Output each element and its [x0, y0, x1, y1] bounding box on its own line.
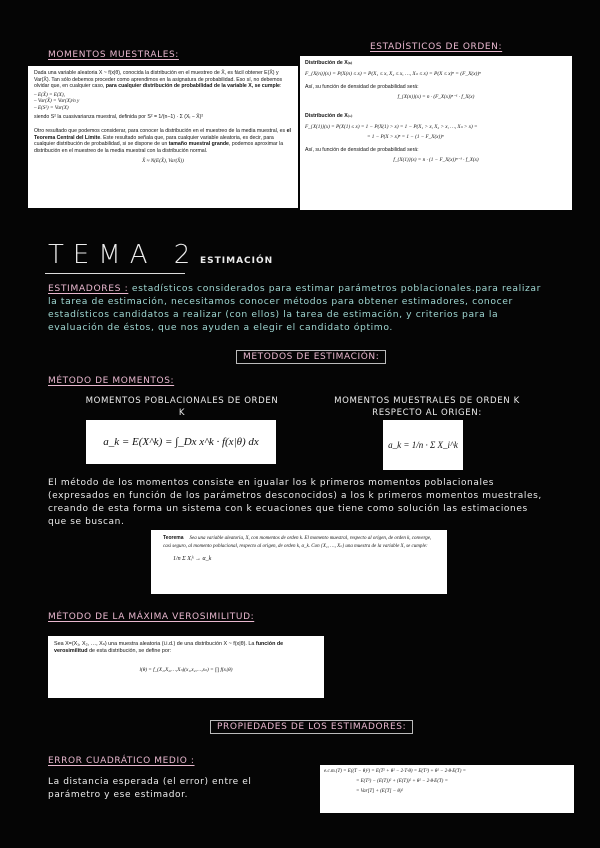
- propiedades-heading: PROPIEDADES DE LOS ESTIMADORES:: [210, 720, 413, 734]
- explain-1: El método de los momentos consiste en igualar los k primeros momentos poblacionales: [48, 478, 494, 488]
- eo-dist-1-formula-a: F_{X(1)}(x) = P(X(1) ≤ x) = 1 − P(X(1) > x) = 1 − P(X₁ > x, X₂ > x, …, Xₙ > x) =: [305, 123, 478, 130]
- verosimilitud-heading: MÉTODO DE LA MÁXIMA VEROSIMILITUD:: [48, 612, 255, 622]
- verosim-text-1: Sea X=(X₁, X₂, …, Xₙ) una muestra aleatoria (i.i.d.) de una distribución X ~ f(x|θ). La: [54, 641, 255, 647]
- explain-4: que se buscan.: [48, 517, 125, 527]
- ecm-heading: ERROR CUADRÁTICO MEDIO :: [48, 756, 195, 766]
- mm-clt-bold2: tamaño muestral grande: [168, 141, 229, 148]
- verosim-bold: función de verosimilitud: [54, 641, 284, 654]
- estimadores-text-1: estadísticos considerados para estimar parámetros poblacionales.para realizar: [131, 283, 542, 294]
- estimadores-paragraph: [48, 282, 578, 334]
- ecm-text-2: parámetro y ese estimador.: [48, 790, 189, 800]
- teorema-card: [151, 530, 447, 594]
- estimadores-text-3: estadísticos candidatos a realizar (con ellos) la tarea de estimación, y criterios para la: [48, 309, 499, 320]
- eo-dist-n-formula: F_{X(n)}(x) = P(X(n) ≤ x) = P(X₁ ≤ x, X₂ ≤ x, …, Xₙ ≤ x) = P(X ≤ x)ⁿ = (F_X(x))ⁿ: [305, 70, 481, 77]
- mm-line-3: – E(S²) = Var(X): [34, 104, 69, 111]
- estimadores-label: ESTIMADORES :: [48, 283, 129, 294]
- mm-intro-bold: para cualquier distribución de probabilidad de la variable X, se cumple: [105, 83, 280, 90]
- mue-title-1: MOMENTOS MUESTRALES DE ORDEN K: [334, 396, 520, 406]
- mm-line-1: – E(X̄) = E(X),: [34, 91, 65, 98]
- ecm-text-1: La distancia esperada (el error) entre el: [48, 777, 252, 787]
- ecm-formula-3: = Var[T] + (E[T] − θ)²: [356, 789, 404, 794]
- estimadores-text-4: evaluación de éstos, que nos ayuden a elegir el candidato óptimo.: [48, 322, 393, 333]
- momentos-muestrales-heading: MOMENTOS MUESTRALES:: [48, 50, 179, 60]
- mm-clt-1: Otro resultado que podemos considerar, para conocer la distribución en el muestreo de la media muestral, es: [34, 128, 286, 135]
- eo-dist-n-title: Distribución de X₍ₙ₎: [305, 60, 353, 66]
- eo-dens-n-formula: f_{X(n)}(x) = n · (F_X(x))ⁿ⁻¹ · f_X(x): [397, 94, 475, 101]
- metodo-momentos-explain: [48, 477, 578, 529]
- mue-formula: a_k = 1/n · Σ X_i^k: [388, 440, 458, 450]
- ecm-formula-1: e.c.m.(T) = E((T − θ)²) = E(T² + θ² − 2·T·θ) = E(T²) + θ² − 2·θ·E(T) =: [324, 769, 466, 774]
- mm-intro: Dada una variable aleatoria X ~ f(x|θ), conocida la distribución en el muestreo de X̄, es fácil obtener E(X̄) y Var(X̄). Tan sólo debemos proceder como aprendimos en la asignatura de probabilidad. Eso sí, no debemos olvidar que, en cualquier caso,: [34, 70, 283, 90]
- momentos-muestrales-card: Dada una variable aleatoria X ~ f(x|θ), conocida la distribución en el muestreo de X̄, es fácil obtener E(X̄) y Var(X̄). Tan sólo debemos proceder como aprendimos en la asignatura de probabilidad. Eso sí, no debemos olvidar que, en cualquier caso, para cualquier distribución de probabilidad de la variable X, se cumple: – E(X̄) = E(X), – Var(X̄) = Var(X)/n y – E(S²) = Var(X) siendo S² la cuasivarianza muestral, definida por S² = 1/(n−1) · Σ (Xᵢ − X̄)² Otro resultado que podemos considerar, para conocer la distribución en el muestreo de la media muestral, es el Teorema Central del Límite. Este resultado señala que, para cualquier variable aleatoria, es decir, para cualquier distribución de probabilidad, si se dispone de un tamaño muestral grande, podemos aproximar la distribución en el muestreo de la media muestral con la distribución normal. X̄ ≈ N(E(X̄), Var(X̄)): [28, 66, 298, 208]
- mm-clt-bold: el Teorema Central del Límite: [34, 128, 291, 141]
- teorema-label: Teorema: [163, 535, 184, 541]
- momentos-muestrales-k-title: [322, 395, 532, 419]
- mm-line-2: – Var(X̄) = Var(X)/n y: [34, 98, 80, 105]
- mue-title-2: RESPECTO AL ORIGEN:: [372, 408, 482, 418]
- pob-formula: a_k = E(X^k) = ∫_Dx x^k · f(x|θ) dx: [103, 436, 259, 448]
- verosimilitud-card: [48, 636, 324, 698]
- teorema-formula: 1/n Σ Xᵢᵏ → α_k: [173, 556, 212, 563]
- momentos-muestrales-formula-box: [383, 420, 463, 470]
- eo-dens-1-formula: f_{X(1)}(x) = n · (1 − F_X(x))ⁿ⁻¹ · f_X(x): [393, 157, 479, 164]
- metodos-estimacion-heading: METODOS DE ESTIMACIÓN:: [236, 350, 386, 364]
- ecm-description: [48, 776, 252, 802]
- teorema-text: Sea una variable aleatoria, X, con momentos de orden k. El momento muestral, respecto al origen, de orden k, converge, casi seguro, al momento poblacional, respecto al origen, de orden k, α_k. Con {X₁, …, Xₙ} una muestra de la variable X, se cumple:: [163, 536, 432, 549]
- estadisticos-orden-heading: ESTADÍSTICOS DE ORDEN:: [370, 42, 503, 52]
- tema-subtitle: ESTIMACIÓN: [200, 256, 274, 266]
- tema-title: TEMA 2: [48, 240, 200, 270]
- explain-3: creando de esta forma un sistema con k ecuaciones que tiene como solución las estimaciones: [48, 504, 528, 514]
- estimadores-text-2: la tarea de estimación, necesitamos conocer métodos para obtener estimadores, conocer: [48, 296, 513, 307]
- mm-line-4: siendo S² la cuasivarianza muestral, definida por S² = 1/(n−1) · Σ (Xᵢ − X̄)²: [34, 113, 204, 120]
- tema-underline: [45, 273, 185, 274]
- eo-dens-text-1: Así, su función de densidad de probabilidad será:: [305, 83, 419, 90]
- eo-dist-1-title: Distribución de X₍₁₎: [305, 113, 353, 120]
- mm-formula: X̄ ≈ N(E(X̄), Var(X̄)): [142, 157, 184, 164]
- mm-clt-2: . Este resultado señala que, para cualquier variable aleatoria, es decir, para cualquier distribución de probabilidad, si se dispone de un: [34, 134, 274, 148]
- ecm-formula-card: [320, 765, 574, 813]
- metodo-momentos-heading: MÉTODO DE MOMENTOS:: [48, 376, 175, 386]
- ecm-formula-2: = E(T²) − (E(T))² + (E(T))² + θ² − 2·θ·E(T) =: [356, 779, 448, 784]
- eo-dens-text-2: Así, su función de densidad de probabilidad será:: [305, 146, 419, 153]
- eo-dist-1-formula-b: = 1 − P(X > x)ⁿ = 1 − (1 − F_X(x))ⁿ: [367, 133, 444, 140]
- pob-title-1: MOMENTOS POBLACIONALES DE ORDEN K: [85, 396, 279, 418]
- verosim-formula: l(θ) = f_(X₁,X₂,…,Xₙ)(x₁,x₂,…,xₙ) = ∏ f(xᵢ|θ): [139, 667, 233, 673]
- verosim-text-2: de esta distribución, se define por:: [89, 648, 172, 654]
- momentos-poblacionales-formula-box: [86, 420, 276, 464]
- mm-clt-3: , podemos aproximar la distribución en el muestreo de la media muestral con la distribución normal.: [34, 141, 284, 154]
- estadisticos-orden-card: [300, 56, 572, 210]
- explain-2: (expresados en función de los parámetros desconocidos) a los k primeros momentos muestrales,: [48, 491, 542, 501]
